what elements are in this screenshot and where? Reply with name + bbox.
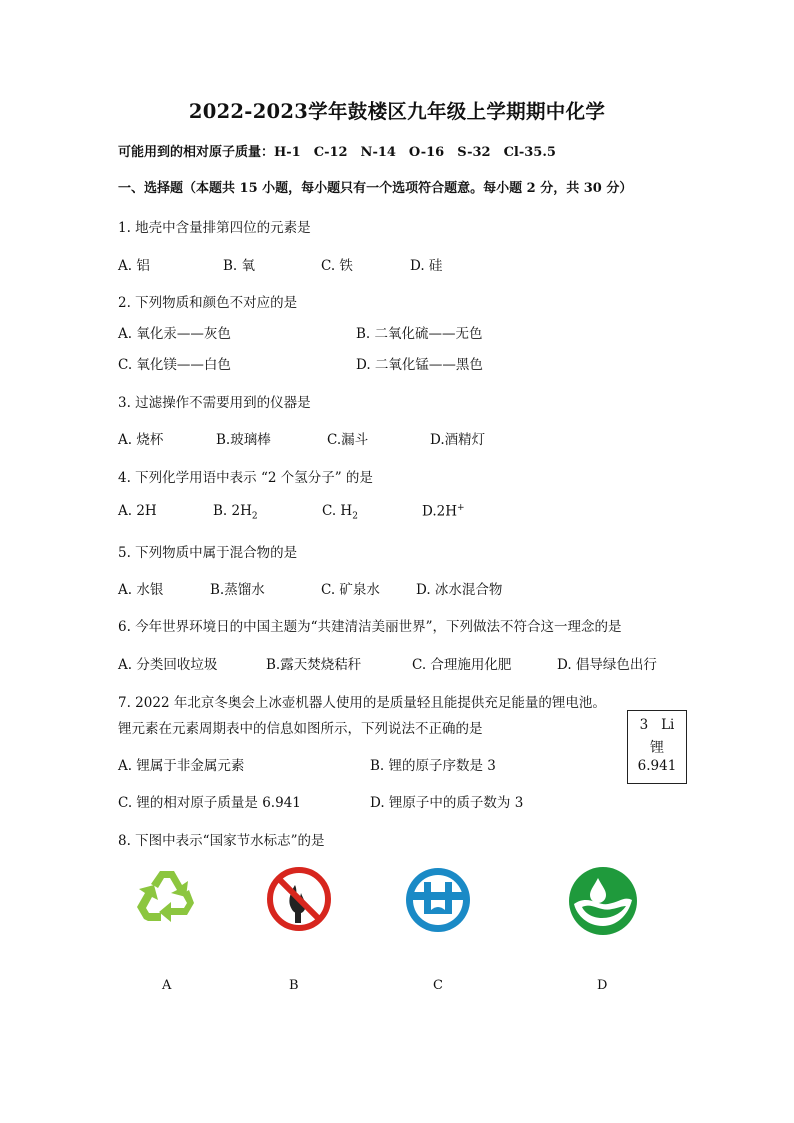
q2-option-b: B. 二氧化硫——无色 <box>356 326 483 342</box>
element-name: 锂 <box>650 740 664 756</box>
q4-option-c: C. $H_2$ <box>322 503 358 522</box>
q2-option-d: D. 二氧化锰——黑色 <box>356 357 483 373</box>
q4-option-b: B. $2H_2$ <box>213 503 258 522</box>
section-heading: 一、选择题（本题共 15 小题，每小题只有一个选项符合题意。每小题 2 分，共 30 分） <box>118 181 633 196</box>
q5-option-c: C. 矿泉水 <box>321 582 380 598</box>
q1-option-c: C. 铁 <box>321 258 353 274</box>
q7-option-b: B. 锂的原子序数是 3 <box>370 758 496 774</box>
q2-option-a: A. 氧化汞——灰色 <box>118 326 231 342</box>
water-saving-icon <box>568 866 638 936</box>
q5-stem: 5. 下列物质中属于混合物的是 <box>118 545 298 561</box>
q5-option-b: B.蒸馏水 <box>210 582 265 598</box>
q6-option-c: C. 合理施用化肥 <box>412 657 512 673</box>
q6-option-b: B.露天焚烧秸秆 <box>266 657 362 673</box>
q8-caption-a: A <box>162 978 172 993</box>
water-gate-icon <box>404 866 472 934</box>
page-title: 2022-2023学年鼓楼区九年级上学期期中化学 <box>188 100 606 123</box>
q1-option-b: B. 氧 <box>223 258 256 274</box>
q1-option-a: A. 铝 <box>118 258 150 274</box>
q3-option-c: C.漏斗 <box>327 432 369 448</box>
no-open-flame-icon <box>265 865 333 933</box>
q4-option-a: A. 2H <box>118 503 157 519</box>
q3-option-a: A. 烧杯 <box>118 432 164 448</box>
q1-stem: 1. 地壳中含量排第四位的元素是 <box>118 220 311 236</box>
q2-option-c: C. 氧化镁——白色 <box>118 357 231 373</box>
element-mass: 6.941 <box>637 758 677 774</box>
q8-stem: 8. 下图中表示“国家节水标志”的是 <box>118 833 325 849</box>
q2-stem: 2. 下列物质和颜色不对应的是 <box>118 295 298 311</box>
q5-option-d: D. 冰水混合物 <box>416 582 503 598</box>
q7-option-d: D. 锂原子中的质子数为 3 <box>370 795 524 811</box>
q6-stem: 6. 今年世界环境日的中国主题为“共建清洁美丽世界”，下列做法不符合这一理念的是 <box>118 619 622 635</box>
q7-stem-line1: 7. 2022 年北京冬奥会上冰壶机器人使用的是质量轻且能提供充足能量的锂电池。 <box>118 695 606 711</box>
recycle-icon <box>134 867 200 931</box>
q1-option-d: D. 硅 <box>410 258 443 274</box>
q8-caption-c: C <box>433 978 443 993</box>
q3-option-b: B.玻璃棒 <box>216 432 271 448</box>
q6-option-d: D. 倡导绿色出行 <box>557 657 657 673</box>
q8-caption-d: D <box>597 978 608 993</box>
atomic-masses: 可能用到的相对原子质量：H-1 C-12 N-14 O-16 S-32 Cl-35.5 <box>118 145 556 160</box>
q5-option-a: A. 水银 <box>118 582 164 598</box>
q7-option-a: A. 锂属于非金属元素 <box>118 758 245 774</box>
q7-stem-line2: 锂元素在元素周期表中的信息如图所示，下列说法不正确的是 <box>118 721 483 737</box>
q7-option-c: C. 锂的相对原子质量是 6.941 <box>118 795 301 811</box>
q8-caption-b: B <box>289 978 299 993</box>
q4-stem: 4. 下列化学用语中表示 “2 个氢分子” 的是 <box>118 470 373 486</box>
element-number-symbol: 3 Li <box>639 717 675 733</box>
periodic-table-cell-lithium <box>627 710 687 784</box>
q4-option-d: D.2H+ <box>422 503 465 520</box>
q6-option-a: A. 分类回收垃圾 <box>118 657 218 673</box>
q3-stem: 3. 过滤操作不需要用到的仪器是 <box>118 395 311 411</box>
q3-option-d: D.酒精灯 <box>430 432 486 448</box>
